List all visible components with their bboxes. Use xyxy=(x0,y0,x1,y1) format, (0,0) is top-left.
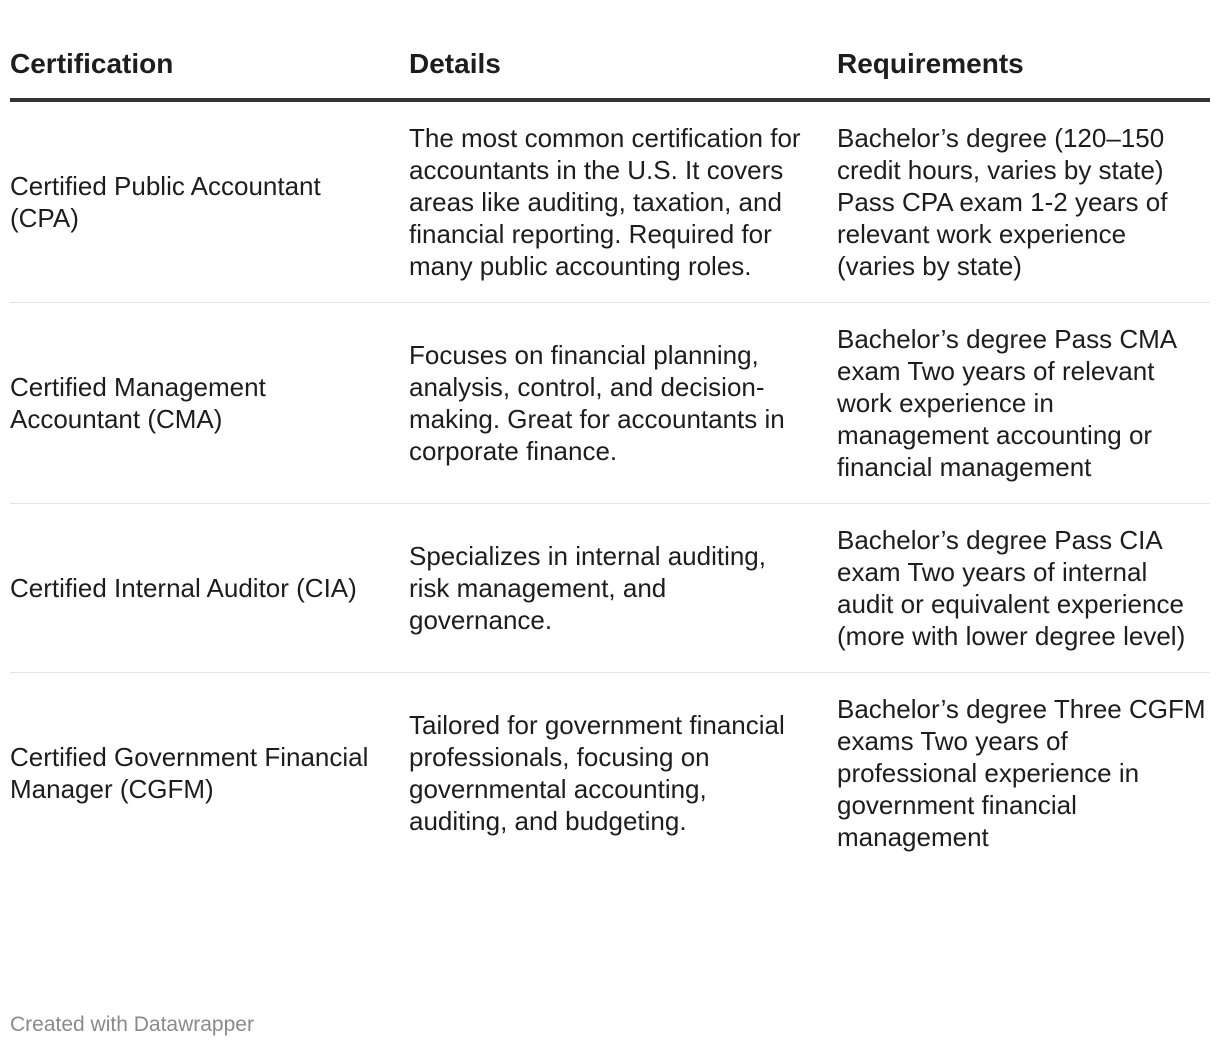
cell-details: Specializes in internal auditing, risk management, and governance. xyxy=(409,504,837,673)
cell-details: The most common certification for accountants in the U.S. It covers areas like auditing, taxation, and financial reporting. Required for many public accounting roles. xyxy=(409,100,837,303)
table-row xyxy=(10,100,1210,303)
certification-table xyxy=(10,38,1210,873)
column-header-requirements[interactable]: Requirements xyxy=(837,38,1210,100)
table-header-row xyxy=(10,38,1210,100)
table-row xyxy=(10,303,1210,504)
cell-certification: Certified Public Accountant (CPA) xyxy=(10,100,409,303)
footer-credit[interactable]: Created with Datawrapper xyxy=(10,1013,254,1036)
column-header-details[interactable]: Details xyxy=(409,38,837,100)
table-row xyxy=(10,673,1210,874)
cell-requirements: Bachelor’s degree (120–150 credit hours, varies by state) Pass CPA exam 1-2 years of relevant work experience (varies by state) xyxy=(837,100,1210,303)
cell-details: Focuses on financial planning, analysis, control, and decision-making. Great for accountants in corporate finance. xyxy=(409,303,837,504)
cell-requirements: Bachelor’s degree Three CGFM exams Two years of professional experience in government financial management xyxy=(837,694,1206,852)
cell-requirements: Bachelor’s degree Pass CMA exam Two years of relevant work experience in management accounting or financial management xyxy=(837,303,1210,504)
cell-certification: Certified Government Financial Manager (CGFM) xyxy=(10,742,369,804)
cell-requirements: Bachelor’s degree Pass CIA exam Two years of internal audit or equivalent experience (more with lower degree level) xyxy=(837,504,1210,673)
column-header-certification[interactable]: Certification xyxy=(10,38,409,100)
cell-certification: Certified Management Accountant (CMA) xyxy=(10,303,409,504)
cell-certification: Certified Internal Auditor (CIA) xyxy=(10,504,409,673)
data-table xyxy=(10,38,1210,873)
table-row xyxy=(10,504,1210,673)
cell-details: Tailored for government financial professionals, focusing on governmental accounting, auditing, and budgeting. xyxy=(409,710,785,836)
